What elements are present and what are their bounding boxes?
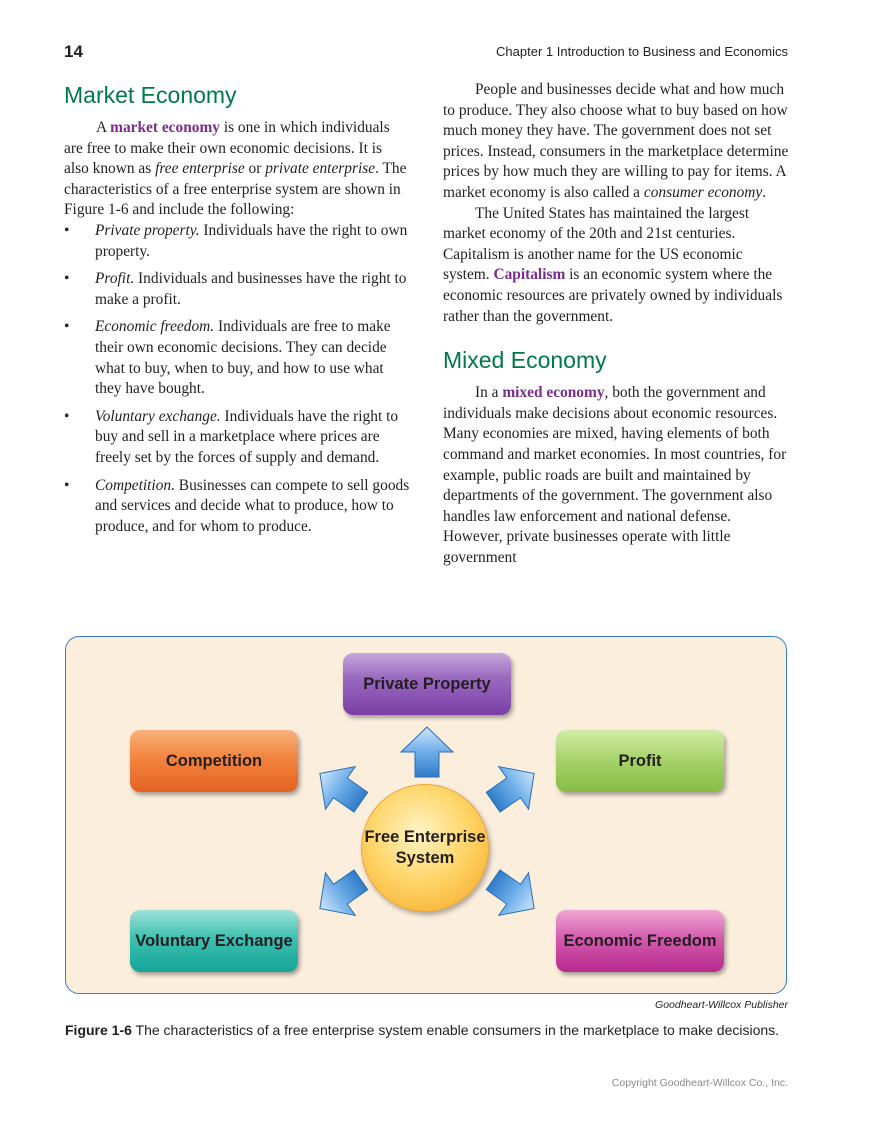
figure-1-6-diagram [65,636,787,994]
term-mixed-economy: mixed economy [502,384,605,402]
list-item: • Competition. Businesses can compete to sell goods and services and decide what to produce, how to produce, and for whom to produce. [64,476,410,538]
node-voluntary-exchange: Voluntary Exchange [130,910,298,972]
market-economy-paragraph: A market economy is one in which individuals are free to make their own economic decisions. It is also known as free enterprise or private enterprise. The characteristics of a free enterprise system are shown in Figure 1-6 and include the following: [64,119,407,219]
list-item: • Economic freedom. Individuals are free to make their own economic decisions. They can decide what to buy, when to buy, and how to use what they have bought. [64,317,410,399]
left-column [64,80,410,544]
term-capitalism: Capitalism [493,266,566,284]
node-competition: Competition [130,730,298,792]
page-number: 14 [64,42,83,61]
capitalism-paragraph: The United States has maintained the largest market economy of the 20th and 21st centuries. Capitalism is another name for the US economic system. Capitalism is an economic system where the economic resources are privately owned by individuals rather than the government. [443,204,783,325]
arrow-up-icon [401,727,453,777]
list-item: • Profit. Individuals and businesses have the right to make a profit. [64,269,410,310]
arrow-down-right-icon [478,859,549,930]
node-economic-freedom: Economic Freedom [556,910,724,972]
mixed-economy-paragraph: In a mixed economy, both the government and individuals make decisions about economic resources. Many economies are mixed, having elements of both command and market economies. In most countries, for example, public roads are built and maintained by departments of the government. The government also handles law enforcement and national defense. However, private businesses operate with little government [443,384,787,566]
node-free-enterprise-system: Free Enterprise System [361,784,489,912]
figure-label: Figure 1-6 [65,1022,132,1038]
node-profit: Profit [556,730,724,792]
figure-credit: Goodheart-Willcox Publisher [655,999,788,1011]
running-head: Chapter 1 Introduction to Business and Economics [496,44,788,59]
figure-caption: Figure 1-6 The characteristics of a free enterprise system enable consumers in the marketplace to make decisions. [65,1022,780,1038]
section-heading-mixed-economy: Mixed Economy [443,347,607,374]
list-item: • Voluntary exchange. Individuals have the right to buy and sell in a marketplace where prices are freely set by the forces of supply and demand. [64,407,410,469]
arrow-up-left-icon [305,752,376,823]
term-market-economy: market economy [110,119,220,136]
arrow-up-right-icon [478,752,549,823]
copyright-notice: Copyright Goodheart-Willcox Co., Inc. [611,1077,788,1089]
section-heading-market-economy: Market Economy [64,82,237,108]
right-column [443,80,789,568]
list-item: • Private property. Individuals have the right to own property. [64,221,410,262]
characteristics-list [64,221,410,537]
node-private-property: Private Property [343,653,511,715]
consumer-economy-paragraph: People and businesses decide what and how much to produce. They also choose what to buy based on how much money they have. The government does not set prices. Instead, consumers in the marketplace determine prices by how much they are willing to pay for items. A market economy is also called a consumer economy. [443,81,789,201]
